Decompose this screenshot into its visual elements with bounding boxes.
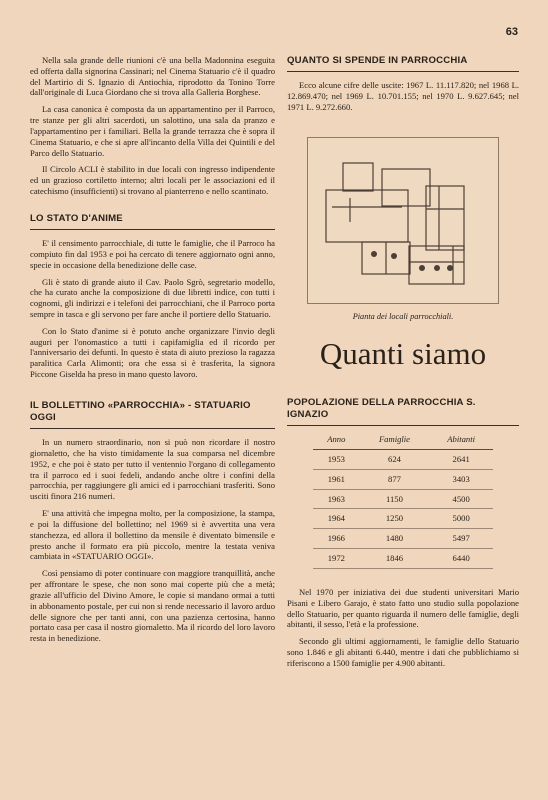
inhabitants-cell: 4500 [429, 489, 493, 509]
intro-paragraph-2: La casa canonica è composta da un appartamentino per il Parroco, tre stanze per gli altri sacerdoti, un salottino, una sala da pranzo e l'appartamentino per i familiari. Bella la grande terrazza che è sopra il Cinema Statuario, e che si apre all'incanto della Villa dei Quintili e del Parco dello Statuario. [30, 104, 275, 158]
intro-paragraph-1: Nella sala grande delle riunioni c'è una bella Madonnina eseguita ed offerta dalla signorina Cassinari; nel Cinema Statuario c'è il quadro del Martirio di S. Ignazio di Antiochia, riprodotto da Tonino Torre dall'originale di Luca Giordano che si trova alla Galleria Borghese. [30, 55, 275, 98]
stato-anime-paragraph-1: E' il censimento parrocchiale, di tutte le famiglie, che il Parroco ha compiuto fin dal 1953 e poi ha cercato di tenere aggiornato ogni anno, specie in occasione della benedizione delle case. [30, 238, 275, 270]
year-cell: 1953 [313, 450, 360, 470]
spese-heading: QUANTO SI SPENDE IN PARROCCHIA [287, 55, 519, 72]
population-table [313, 434, 493, 569]
table-row [313, 489, 493, 509]
inhabitants-cell: 2641 [429, 450, 493, 470]
page-number: 63 [505, 26, 518, 38]
year-cell: 1961 [313, 469, 360, 489]
inhabitants-cell: 5497 [429, 529, 493, 549]
table-row [313, 450, 493, 470]
intro-paragraph-3: Il Circolo ACLI è stabilito in due locali con ingresso indipendente ed un grazioso cortiletto interno; altri locali per le associazioni ed il catechismo (insufficienti) si trovano al pianterreno e nello scantinato. [30, 164, 275, 197]
bollettino-paragraph-1: In un numero straordinario, non si può non ricordare il nostro giornaletto, che ha visto timidamente la sua comparsa nel dicembre 1952, e che poi è stato per tutto il ventennio l'organo di collegamento tra il parroco ed i suoi fedeli, andando anche oltre i confini della parrocchia, per raggiungere gli amici ed i parrocchiani trasferiti. Sono usciti finora 216 numeri. [30, 437, 275, 502]
families-cell: 1480 [360, 529, 430, 549]
table-row [313, 549, 493, 569]
quanti-siamo-title: Quanti siamo [319, 336, 487, 372]
year-cell: 1964 [313, 509, 360, 529]
stato-anime-heading: LO STATO D'ANIME [30, 213, 275, 230]
bollettino-paragraph-3: Così pensiamo di poter continuare con maggiore tranquillità, anche per affrontare le spese, che non sono mai coperte più che a metà; grazie all'ufficio del Divino Amore, le copie si mandano ormai a tutti in abbonamento postale, per cui non si rende necessario il lavoro arduo delle signore che per tanti anni, con una pazienza certosina, hanno portato casa per casa il nostro giornaletto. Ma il ricordo del loro lavoro resta in benedizione. [30, 568, 275, 644]
families-cell: 1250 [360, 509, 430, 529]
year-cell: 1972 [313, 549, 360, 569]
column-header-anno: Anno [313, 434, 360, 449]
bollettino-paragraph-2: E' una attività che impegna molto, per la composizione, la stampa, e poi la diffusione del bollettino; nel 1969 si è avvertita una vera stanchezza, ed allora il bollettino da mensile è diventato bimensile e presto anche il formato era più piccolo, mentre la testata veniva cambiata in «STATUARIO OGGI». [30, 508, 275, 562]
families-cell: 624 [360, 450, 430, 470]
families-cell: 877 [360, 469, 430, 489]
population-heading: POPOLAZIONE DELLA PARROCCHIA S. IGNAZIO [287, 397, 519, 426]
table-row [313, 469, 493, 489]
families-cell: 1150 [360, 489, 430, 509]
year-cell: 1963 [313, 489, 360, 509]
column-header-famiglie: Famiglie [360, 434, 430, 449]
stato-anime-paragraph-3: Con lo Stato d'anime si è potuto anche organizzare l'invio degli auguri per l'onomastico a tutti i capifamiglia ed il ricordo per l'anniversario dei defunti. In questo è stata di aiuto prezioso la ragazza paralitica Carla Alimonti; ora che essa si è trasferita, la signora Piccone Giselda ha preso in mano questo lavoro. [30, 325, 275, 380]
table-row [313, 509, 493, 529]
population-paragraph-1: Nel 1970 per iniziativa dei due studenti universitari Mario Pisani e Libero Garajo, è stato fatto uno studio sulla popolazione dello Statuario, per quanto riguarda il numero delle famiglie, degli abitanti, il sesso, l'età e la professione. [287, 586, 519, 630]
spese-paragraph: Ecco alcune cifre delle uscite: 1967 L. 11.117.820; nel 1968 L. 12.869.470; nel 1969 L. 10.701.155; nel 1970 L. 9.627.645; nel 1971 L. 9.272.660. [287, 80, 519, 112]
floor-plan-image [307, 137, 499, 304]
families-cell: 1846 [360, 549, 430, 569]
stato-anime-paragraph-2: Gli è stato di grande aiuto il Cav. Paolo Sgrò, segretario modello, che ha curato anche la composizione di due libretti indice, con tutti i cognomi, gli indirizzi e i telefoni dei parrocchiani, che il Parroco porta sempre in tasca e gli servono per fare anche il portiere dello Statuario. [30, 276, 275, 319]
left-column [30, 55, 275, 650]
right-column [287, 55, 519, 675]
population-paragraph-2: Secondo gli ultimi aggiornamenti, le famiglie dello Statuario sono 1.846 e gli abitanti 6.440, mentre i dati che pubblichiamo si riferiscono a 1500 famiglie per 4.900 abitanti. [287, 636, 519, 668]
inhabitants-cell: 5000 [429, 509, 493, 529]
table-row [313, 529, 493, 549]
year-cell: 1966 [313, 529, 360, 549]
inhabitants-cell: 6440 [429, 549, 493, 569]
floor-plan-caption: Pianta dei locali parrocchiali. [352, 311, 454, 321]
column-header-abitanti: Abitanti [429, 434, 493, 449]
inhabitants-cell: 3403 [429, 469, 493, 489]
bollettino-heading: IL BOLLETTINO «PARROCCHIA» - STATUARIO OGGI [30, 400, 275, 429]
